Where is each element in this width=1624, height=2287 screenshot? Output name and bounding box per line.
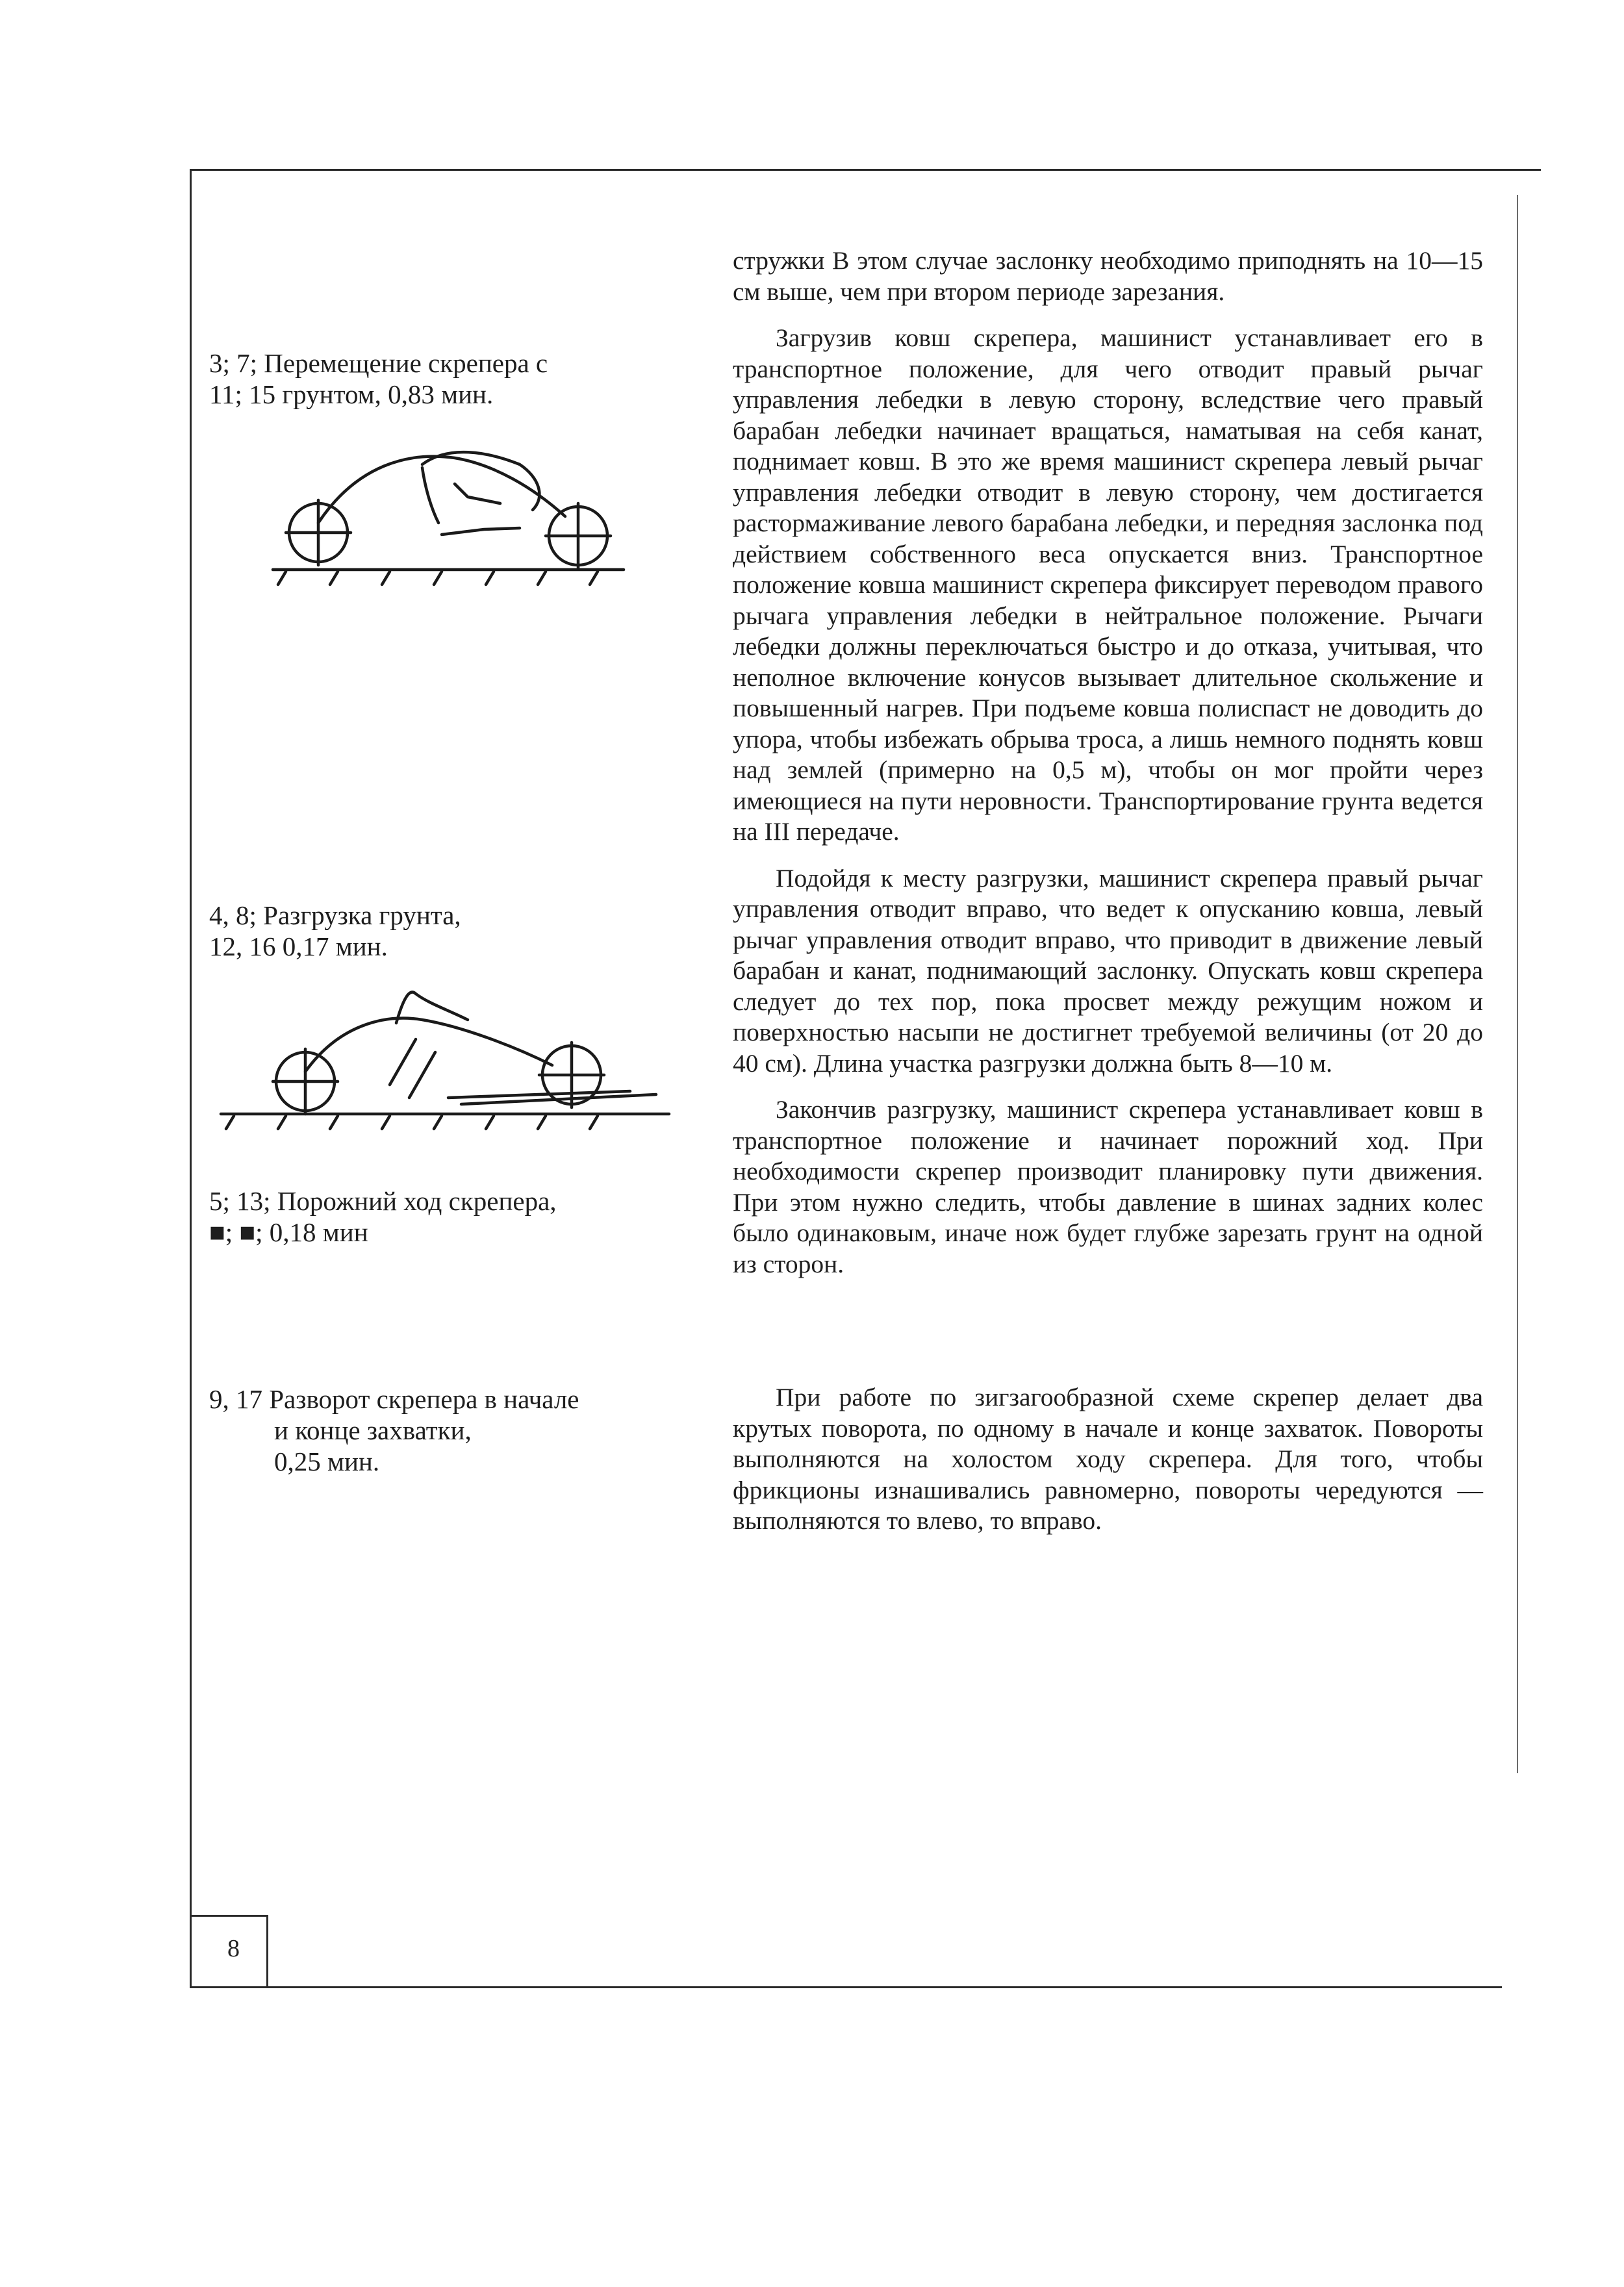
paragraph: Загрузив ковш скрепера, машинист устанавливает его в транспортное положение, для чего отводит правый рычаг управления лебедки в левую сторону, вследствие чего правый барабан лебедки начинает вращаться, наматывая на себя канат, поднимает ковш. В это же время машинист скрепера левый рычаг управления лебедки отводит в левую сторону, чем достигается растормаживание левого барабана лебедки, и передняя заслонка под действием собственного веса опускается вниз. Транспортное положение ковша машинист скрепера фиксирует переводом правого рычага управления лебедки в нейтральное положение. Рычаги лебедки должны переключаться быстро и до отказа, учитывая, что неполное включение конусов вызывает длительное скольжение и повышенный нагрев. При подъеме ковша полиспаст не доводить до упора, чтобы избежать обрыва троса, а лишь немного поднять ковш над землей (примерно на 0,5 м), чтобы он мог пройти через имеющиеся на пути неровности. Транспортирование грунта ведется на III передаче. bbox=[733, 323, 1483, 846]
scraper-transport-sketch bbox=[260, 425, 663, 594]
caption-line: 4, 8; Разгрузка грунта, bbox=[209, 900, 461, 930]
scraper-unloading-sketch bbox=[214, 974, 682, 1143]
caption-idle-run bbox=[209, 1185, 557, 1248]
caption-line: 5; 13; Порожний ход скрепера, bbox=[209, 1186, 557, 1216]
frame-right-line bbox=[1517, 195, 1518, 1773]
caption-line: 3; 7; Перемещение скрепера с bbox=[209, 348, 548, 378]
body-text-bottom bbox=[733, 1382, 1483, 1552]
caption-turn bbox=[209, 1384, 579, 1477]
frame-bottom-line bbox=[190, 1986, 1502, 1988]
caption-line: 12, 16 0,17 мин. bbox=[209, 931, 388, 961]
frame-left-line bbox=[190, 169, 192, 1988]
caption-line: и конце захватки, bbox=[274, 1415, 472, 1445]
caption-line: ■; ■; 0,18 мин bbox=[209, 1217, 368, 1247]
paragraph: стружки В этом случае заслонку необходимо приподнять на 10—15 см выше, чем при втором периоде зарезания. bbox=[733, 246, 1483, 306]
caption-line: 0,25 мин. bbox=[274, 1447, 380, 1476]
frame-top-line bbox=[190, 169, 1541, 171]
caption-transport bbox=[209, 347, 548, 410]
caption-unloading bbox=[209, 900, 461, 962]
page-number: 8 bbox=[227, 1935, 240, 1962]
paragraph: Закончив разгрузку, машинист скрепера устанавливает ковш в транспортное положение и начинает порожний ход. При необходимости скрепер производит планировку пути движения. При этом нужно следить, чтобы давление в шинах задних колес было одинаковым, иначе нож будет глубже зарезать грунт на одной из сторон. bbox=[733, 1095, 1483, 1278]
paragraph: При работе по зигзагообразной схеме скрепер делает два крутых поворота, по одному в начале и конце захваток. Повороты выполняются на холостом ходу скрепера. Для того, чтобы фрикционы изнашивались равномерно, повороты чередуются — выполняются то влево, то вправо. bbox=[733, 1383, 1483, 1535]
caption-line: 9, 17 Разворот скрепера в начале bbox=[209, 1384, 579, 1414]
paragraph: Подойдя к месту разгрузки, машинист скрепера правый рычаг управления отводит вправо, что ведет к опусканию ковша, левый рычаг управления отводит вправо, что приводит в движение левый барабан и канат, поднимающий заслонку. Опускать ковш скрепера следует до тех пор, пока просвет между режущим ножом и поверхностью насыпи не достигнет требуемой величины (от 20 до 40 см). Длина участка разгрузки должна быть 8—10 м. bbox=[733, 863, 1483, 1078]
body-text-top bbox=[733, 246, 1483, 1295]
caption-line: 11; 15 грунтом, 0,83 мин. bbox=[209, 379, 494, 409]
